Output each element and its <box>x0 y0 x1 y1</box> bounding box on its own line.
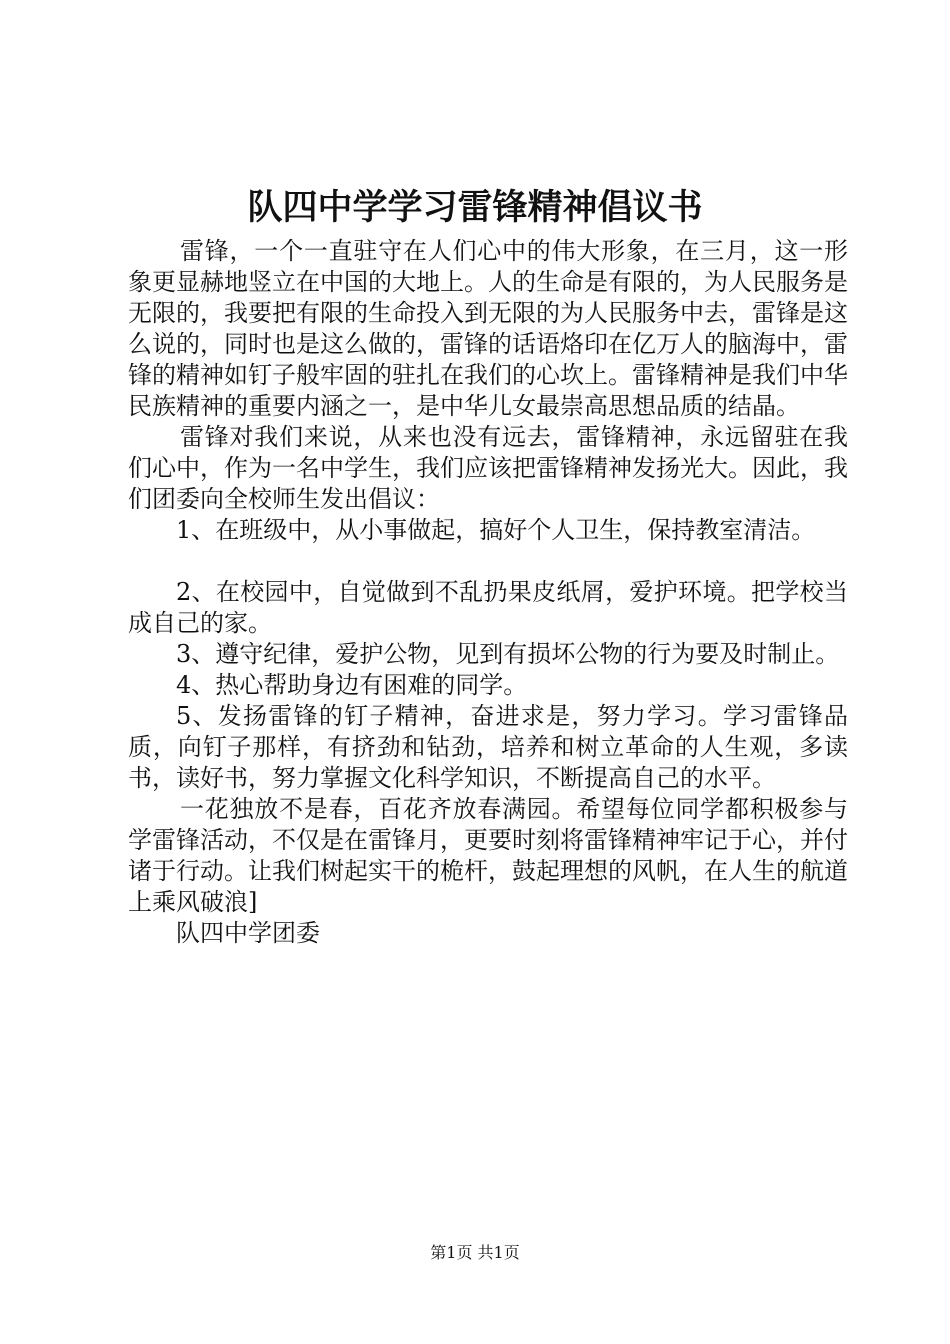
proposal-item-3: 3、遵守纪律，爱护公物，见到有损坏公物的行为要及时制止。 <box>176 640 840 668</box>
signature: 队四中学团委 <box>176 919 320 947</box>
paragraph-closing: 一花独放不是春，百花齐放春满园。希望每位同学都积极参与学雷锋活动，不仅是在雷锋月，更要时刻将雷锋精神牢记于心，并付诸于行动。让我们树起实干的桅杆，鼓起理想的风帆，在人生的航道上乘风破浪] <box>128 795 848 916</box>
page-footer: 第1页 共1页 <box>430 1243 520 1262</box>
proposal-item-2: 2、在校园中，自觉做到不乱扔果皮纸屑，爱护环境。把学校当成自己的家。 <box>128 578 848 637</box>
paragraph-call: 雷锋对我们来说，从来也没有远去，雷锋精神，永远留驻在我们心中，作为一名中学生，我们应该把雷锋精神发扬光大。因此，我们团委向全校师生发出倡议： <box>128 423 848 513</box>
paragraph-intro: 雷锋，一个一直驻守在人们心中的伟大形象，在三月，这一形象更显赫地竖立在中国的大地上。人的生命是有限的，为人民服务是无限的，我要把有限的生命投入到无限的为人民服务中去，雷锋是这么说的，同时也是这么做的，雷锋的话语烙印在亿万人的脑海中，雷锋的精神如钉子般牢固的驻扎在我们的心坎上。雷锋精神是我们中华民族精神的重要内涵之一，是中华儿女最崇高思想品质的结晶。 <box>128 237 848 420</box>
proposal-item-1: 1、在班级中，从小事做起，搞好个人卫生，保持教室清洁。 <box>176 516 816 544</box>
document-body <box>128 236 848 949</box>
proposal-item-5: 5、发扬雷锋的钉子精神，奋进求是，努力学习。学习雷锋品质，向钉子那样，有挤劲和钻劲，培养和树立革命的人生观，多读书，读好书，努力掌握文化科学知识，不断提高自己的水平。 <box>128 702 848 792</box>
document-title: 队四中学学习雷锋精神倡议书 <box>247 187 703 228</box>
proposal-item-4: 4、热心帮助身边有困难的同学。 <box>176 671 528 699</box>
